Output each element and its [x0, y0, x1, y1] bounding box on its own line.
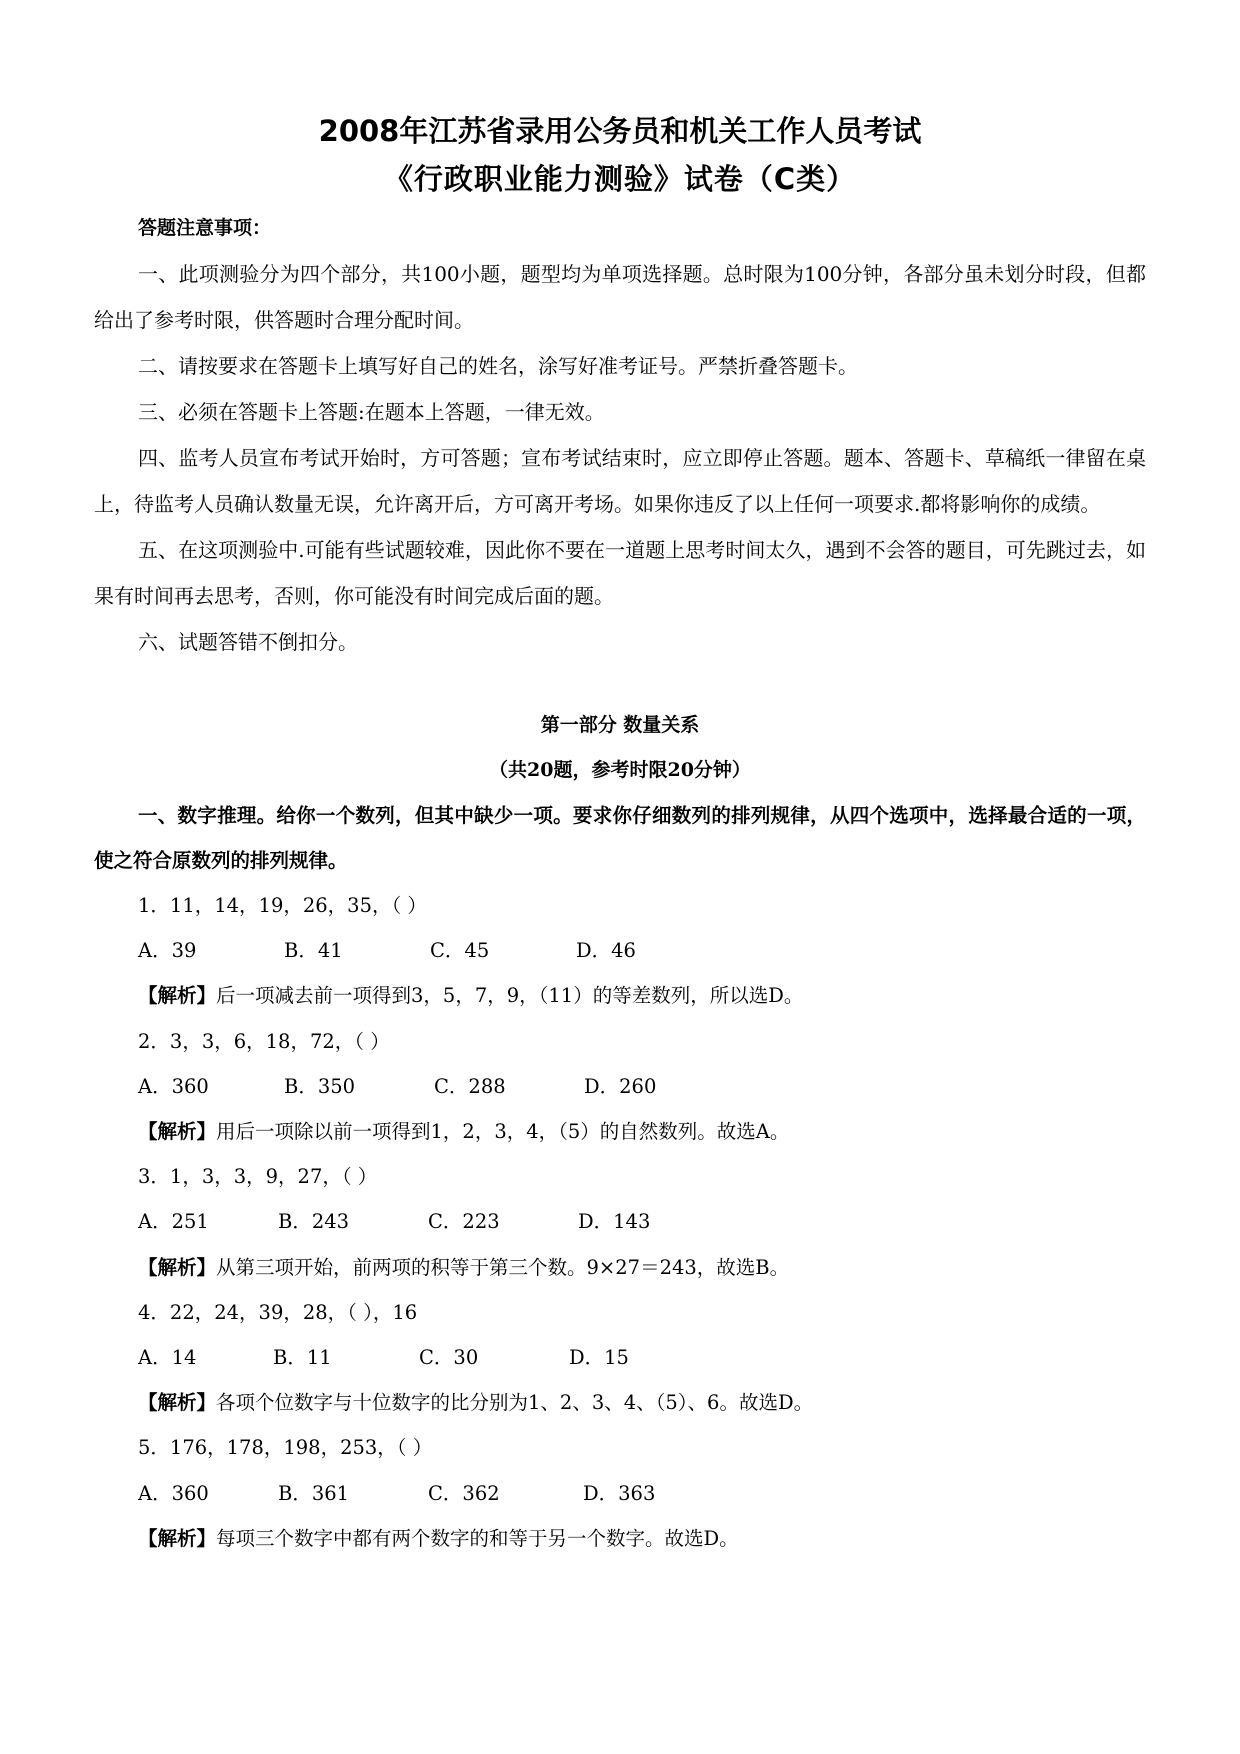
- option-b: B．243: [278, 1210, 350, 1234]
- option-b: B．41: [284, 939, 343, 963]
- question-options: [94, 928, 1146, 973]
- part1-subtitle: （共20题，参考时限20分钟）: [489, 759, 751, 781]
- notice-section: [94, 205, 1146, 665]
- question-5: [94, 1425, 1146, 1561]
- part1-instruction: 一、数字推理。给你一个数列，但其中缺少一项。要求你仔细数列的排列规律，从四个选项中，选择最合适的一项，使之符合原数列的排列规律。: [94, 804, 1146, 872]
- option-a: A．251: [138, 1210, 209, 1234]
- option-a: A．360: [138, 1074, 209, 1098]
- question-4: [94, 1290, 1146, 1426]
- analysis-tag: 【解析】: [138, 1526, 217, 1550]
- notice-heading: 答题注意事项：: [138, 217, 272, 239]
- analysis-text: 后一项减去前一项得到3，5，7，9，（11）的等差数列，所以选D。: [216, 984, 804, 1008]
- question-options: [94, 1199, 1146, 1244]
- analysis-text: 从第三项开始，前两项的积等于第三个数。9×27＝243，故选B。: [216, 1255, 790, 1279]
- question-2: [94, 1019, 1146, 1155]
- question-stem: 3．1，3，3，9，27，（ ）: [138, 1165, 378, 1189]
- option-d: D．363: [583, 1481, 656, 1505]
- question-analysis: [94, 1109, 1146, 1154]
- option-c: C．30: [419, 1346, 479, 1370]
- question-analysis: [94, 1245, 1146, 1290]
- analysis-tag: 【解析】: [138, 1391, 217, 1415]
- analysis-tag: 【解析】: [138, 1120, 217, 1144]
- notice-item-1: 一、此项测验分为四个部分，共100小题，题型均为单项选择题。总时限为100分钟，各部分虽未划分时段，但都给出了参考时限，供答题时合理分配时间。: [94, 262, 1146, 332]
- option-d: D．143: [578, 1210, 651, 1234]
- question-1: [94, 883, 1146, 1019]
- option-a: A．14: [138, 1346, 197, 1370]
- option-a: A．39: [138, 939, 197, 963]
- option-d: D．15: [569, 1346, 629, 1370]
- option-b: B．361: [278, 1481, 350, 1505]
- notice-item-6: 六、试题答错不倒扣分。: [138, 630, 358, 654]
- question-options: [94, 1064, 1146, 1109]
- question-3: [94, 1154, 1146, 1290]
- question-stem: 5．176，178，198，253，（ ）: [138, 1436, 433, 1460]
- notice-item-2: 二、请按要求在答题卡上填写好自己的姓名，涂写好准考证号。严禁折叠答题卡。: [138, 354, 858, 378]
- option-c: C．223: [428, 1210, 500, 1234]
- question-analysis: [94, 973, 1146, 1018]
- analysis-text: 各项个位数字与十位数字的比分别为1、2、3、4、（5）、6。故选D。: [216, 1391, 814, 1415]
- option-c: C．288: [434, 1074, 506, 1098]
- option-c: C．45: [430, 939, 490, 963]
- notice-item-3: 三、必须在答题卡上答题:在题本上答题，一律无效。: [138, 400, 605, 424]
- question-analysis: [94, 1380, 1146, 1425]
- option-b: B．350: [284, 1074, 356, 1098]
- notice-item-5: 五、在这项测验中.可能有些试题较难，因此你不要在一道题上思考时间太久，遇到不会答的题目，可先跳过去，如果有时间再去思考，否则，你可能没有时间完成后面的题。: [94, 538, 1146, 608]
- option-d: D．46: [576, 939, 636, 963]
- section-spacer: [94, 665, 1146, 703]
- part1-section: [94, 703, 1146, 1561]
- exam-title-line2: 《行政职业能力测验》试卷（C类）: [383, 162, 857, 196]
- question-options: [94, 1471, 1146, 1516]
- notice-item-4: 四、监考人员宣布考试开始时，方可答题；宣布考试结束时，应立即停止答题。题本、答题卡、草稿纸一律留在桌上，待监考人员确认数量无误，允许离开后，方可离开考场。如果你违反了以上任何一项要求.都将影响你的成绩。: [94, 446, 1146, 516]
- analysis-text: 用后一项除以前一项得到1，2，3，4，（5）的自然数列。故选A。: [216, 1120, 790, 1144]
- question-analysis: [94, 1516, 1146, 1561]
- analysis-tag: 【解析】: [138, 1255, 217, 1279]
- option-c: C．362: [428, 1481, 500, 1505]
- analysis-tag: 【解析】: [138, 984, 217, 1008]
- question-stem: 2．3，3，6，18，72，（ ）: [138, 1029, 390, 1053]
- question-stem: 1．11，14，19，26，35，（ ）: [138, 894, 427, 917]
- option-d: D．260: [584, 1074, 657, 1098]
- option-b: B．11: [273, 1346, 332, 1370]
- question-options: [94, 1335, 1146, 1380]
- analysis-text: 每项三个数字中都有两个数字的和等于另一个数字。故选D。: [216, 1526, 739, 1550]
- option-a: A．360: [138, 1481, 209, 1505]
- part1-title: 第一部分 数量关系: [540, 714, 700, 736]
- exam-title-line1: 2008年江苏省录用公务员和机关工作人员考试: [318, 114, 922, 148]
- question-stem: 4．22，24，39，28，（ ），16: [138, 1300, 418, 1324]
